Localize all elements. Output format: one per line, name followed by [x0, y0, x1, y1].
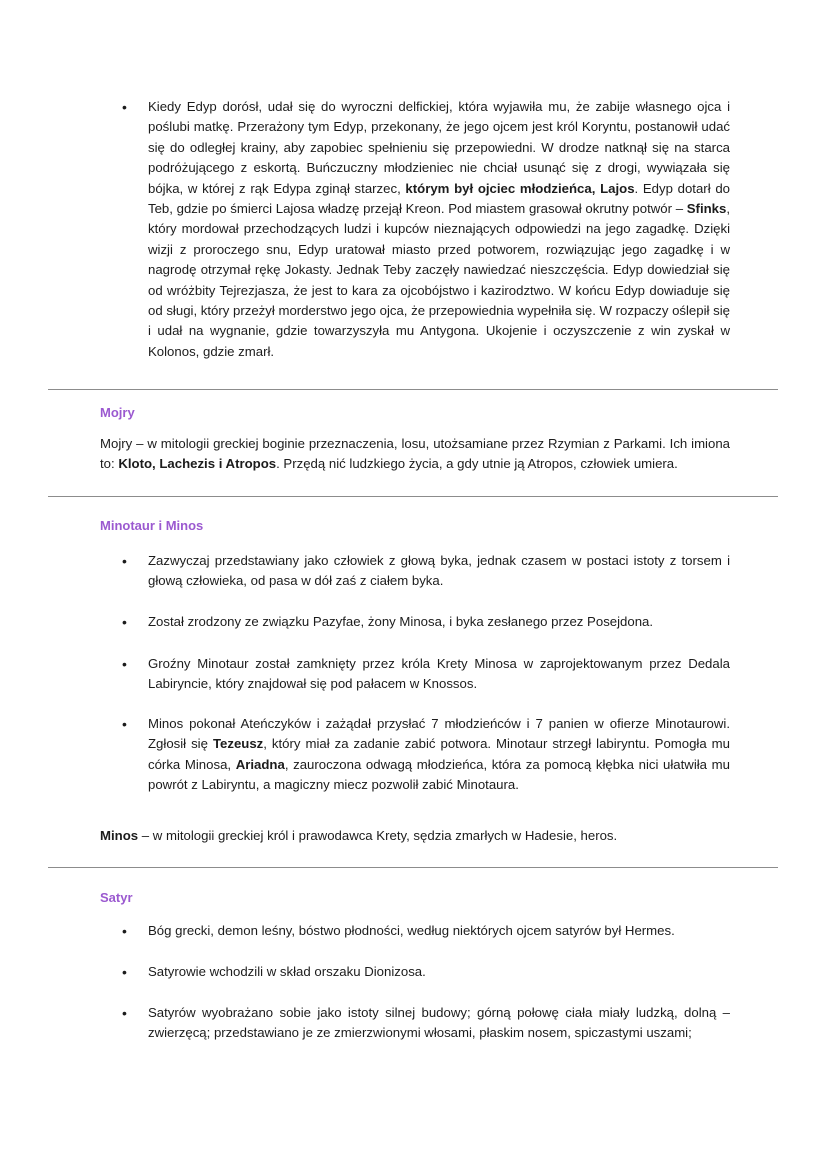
list-item: • Satyrowie wchodzili w skład orszaku Dionizosa.: [100, 962, 730, 982]
list-item: • Bóg grecki, demon leśny, bóstwo płodności, według niektórych ojcem satyrów był Hermes.: [100, 921, 730, 941]
edyp-section: [100, 97, 730, 362]
section-heading-minotaur: Minotaur i Minos: [100, 518, 204, 533]
list-item: • Zazwyczaj przedstawiany jako człowiek z głową byka, jednak czasem w postaci istoty z torsem i głową człowieka, od pasa w dół zaś z ciałem byka.: [100, 551, 730, 592]
minotaur-list: [100, 654, 730, 695]
section-heading-satyr: Satyr: [100, 890, 133, 905]
satyr-list: [100, 921, 730, 941]
minotaur-list: [100, 612, 730, 632]
minotaur-list: [100, 551, 730, 592]
minos-paragraph: Minos – w mitologii greckiej król i prawodawca Krety, sędzia zmarłych w Hadesie, heros.: [100, 828, 618, 843]
section-heading-mojry: Mojry: [100, 405, 135, 420]
divider: [48, 389, 778, 390]
minotaur-list: [100, 714, 730, 796]
list-item: • Groźny Minotaur został zamknięty przez króla Krety Minosa w zaprojektowanym przez Dedala Labiryncie, który znajdował się pod pałacem w Knossos.: [100, 654, 730, 695]
satyr-list: [100, 962, 730, 982]
mojry-paragraph: Mojry – w mitologii greckiej boginie przeznaczenia, losu, utożsamiane przez Rzymian z Parkami. Ich imiona to: Kloto, Lachezis i Atropos. Przędą nić ludzkiego życia, a gdy utnie ją Atropos, człowiek umiera.: [100, 436, 730, 472]
satyr-list: [100, 1003, 730, 1044]
list-item: • Został zrodzony ze związku Pazyfae, żony Minosa, i byka zesłanego przez Posejdona.: [100, 612, 730, 632]
divider: [48, 496, 778, 497]
list-item: • Kiedy Edyp dorósł, udał się do wyroczni delfickiej, która wyjawiła mu, że zabije własnego ojca i poślubi matkę. Przerażony tym Edyp, przekonany, że jego ojcem jest król Koryntu, postanowił udać się do odległej krainy, aby zapobiec spełnieniu się przepowiedni. W drodze natknął się na starca podróżującego z eskortą. Buńczuczny młodzieniec nie chciał usunąć się z drogi, wywiązała się bójka, w której z rąk Edypa zginął starzec, którym był ojciec młodzieńca, Lajos. Edyp dotarł do Teb, gdzie po śmierci Lajosa władzę przejął Kreon. Pod miastem grasował okrutny potwór – Sfinks, który mordował przechodzących ludzi i kupców nieznających odpowiedzi na jego zagadkę. Dzięki wizji z proroczego snu, Edyp uratował miasto przed potworem, rozwiązując jego zagadkę i w nagrodę otrzymał rękę Jokasty. Jednak Teby zaczęły nawiedzać nieszczęścia. Edyp dowiedział się od wróżbity Tejrezjasza, że jest to kara za ojcobójstwo i kazirodztwo. W końcu Edyp dowiaduje się od sługi, który przeżył morderstwo jego ojca, że przepowiednia wypełniła się. W rozpaczy oślepił się i udał na wygnanie, gdzie towarzyszyła mu Antygona. Ukojenie i oczyszczenie z win zyskał w Kolonos, gdzie zmarł.: [100, 97, 730, 362]
divider: [48, 867, 778, 868]
list-item: • Minos pokonał Ateńczyków i zażądał przysłać 7 młodzieńców i 7 panien w ofierze Minotaurowi. Zgłosił się Tezeusz, który miał za zadanie zabić potwora. Minotaur strzegł labiryntu. Pomogła mu córka Minosa, Ariadna, zauroczona odwagą młodzieńca, która za pomocą kłębka nici ułatwiła mu powrót z Labiryntu, a magiczny miecz pozwolił zabić Minotaura.: [100, 714, 730, 796]
list-item: • Satyrów wyobrażano sobie jako istoty silnej budowy; górną połowę ciała miały ludzką, dolną – zwierzęcą; przedstawiano je ze zmierzwionymi włosami, płaskim nosem, spiczastymi uszami;: [100, 1003, 730, 1044]
